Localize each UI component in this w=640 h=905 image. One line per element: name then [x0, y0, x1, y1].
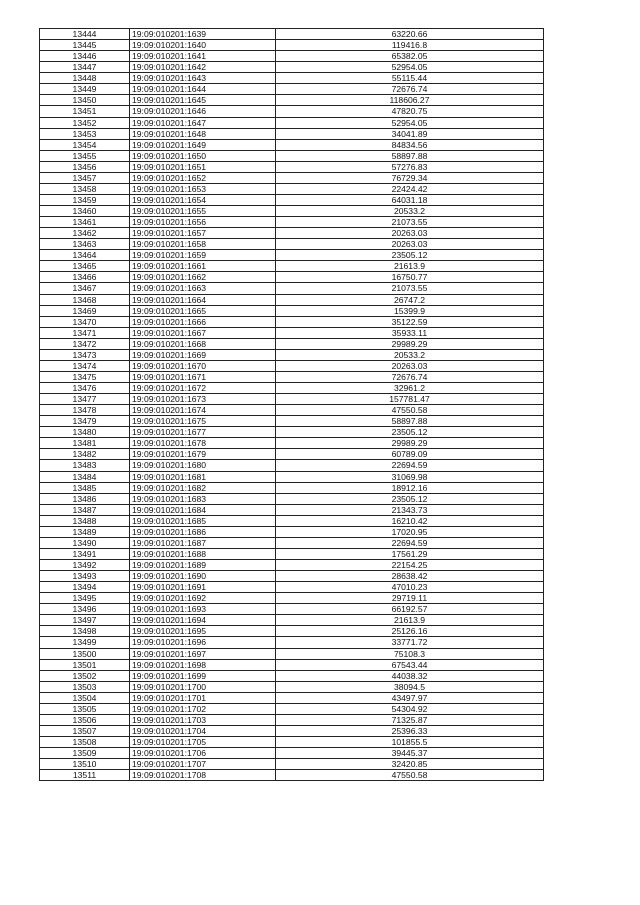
cadastral-number-cell: 19:09:010201:1698 — [130, 659, 276, 670]
cadastral-number-cell: 19:09:010201:1648 — [130, 128, 276, 139]
table-row — [40, 670, 544, 681]
row-number-cell: 13446 — [40, 51, 130, 62]
row-number-cell: 13510 — [40, 759, 130, 770]
row-number-cell: 13456 — [40, 161, 130, 172]
cadastral-number-cell: 19:09:010201:1678 — [130, 438, 276, 449]
cadastral-number-cell: 19:09:010201:1663 — [130, 283, 276, 294]
value-cell: 20533.2 — [276, 206, 544, 217]
table-row — [40, 438, 544, 449]
table-row — [40, 261, 544, 272]
cadastral-number-cell: 19:09:010201:1704 — [130, 725, 276, 736]
cadastral-number-cell: 19:09:010201:1687 — [130, 537, 276, 548]
table-row — [40, 338, 544, 349]
table-row — [40, 194, 544, 205]
value-cell: 17020.95 — [276, 526, 544, 537]
table-row — [40, 493, 544, 504]
row-number-cell: 13499 — [40, 637, 130, 648]
row-number-cell: 13506 — [40, 714, 130, 725]
value-cell: 25126.16 — [276, 626, 544, 637]
cadastral-number-cell: 19:09:010201:1670 — [130, 360, 276, 371]
row-number-cell: 13508 — [40, 737, 130, 748]
cadastral-number-cell: 19:09:010201:1683 — [130, 493, 276, 504]
cadastral-number-cell: 19:09:010201:1689 — [130, 560, 276, 571]
table-row — [40, 40, 544, 51]
cadastral-number-cell: 19:09:010201:1662 — [130, 272, 276, 283]
row-number-cell: 13454 — [40, 139, 130, 150]
cadastral-number-cell: 19:09:010201:1685 — [130, 515, 276, 526]
cadastral-number-cell: 19:09:010201:1646 — [130, 106, 276, 117]
row-number-cell: 13504 — [40, 692, 130, 703]
row-number-cell: 13464 — [40, 250, 130, 261]
value-cell: 44038.32 — [276, 670, 544, 681]
row-number-cell: 13509 — [40, 748, 130, 759]
value-cell: 31069.98 — [276, 471, 544, 482]
table-row — [40, 759, 544, 770]
cadastral-value-table — [39, 28, 544, 781]
value-cell: 63220.66 — [276, 29, 544, 40]
cadastral-number-cell: 19:09:010201:1657 — [130, 228, 276, 239]
row-number-cell: 13483 — [40, 460, 130, 471]
row-number-cell: 13473 — [40, 349, 130, 360]
value-cell: 22694.59 — [276, 537, 544, 548]
row-number-cell: 13480 — [40, 427, 130, 438]
value-cell: 118606.27 — [276, 95, 544, 106]
row-number-cell: 13467 — [40, 283, 130, 294]
row-number-cell: 13445 — [40, 40, 130, 51]
table-row — [40, 294, 544, 305]
value-cell: 35933.11 — [276, 327, 544, 338]
cadastral-number-cell: 19:09:010201:1650 — [130, 150, 276, 161]
value-cell: 55115.44 — [276, 73, 544, 84]
cadastral-number-cell: 19:09:010201:1640 — [130, 40, 276, 51]
value-cell: 39445.37 — [276, 748, 544, 759]
row-number-cell: 13502 — [40, 670, 130, 681]
cadastral-number-cell: 19:09:010201:1708 — [130, 770, 276, 781]
cadastral-number-cell: 19:09:010201:1693 — [130, 604, 276, 615]
value-cell: 32961.2 — [276, 383, 544, 394]
cadastral-number-cell: 19:09:010201:1686 — [130, 526, 276, 537]
cadastral-number-cell: 19:09:010201:1664 — [130, 294, 276, 305]
row-number-cell: 13465 — [40, 261, 130, 272]
row-number-cell: 13462 — [40, 228, 130, 239]
row-number-cell: 13493 — [40, 571, 130, 582]
row-number-cell: 13500 — [40, 648, 130, 659]
cadastral-number-cell: 19:09:010201:1682 — [130, 482, 276, 493]
cadastral-number-cell: 19:09:010201:1688 — [130, 548, 276, 559]
cadastral-number-cell: 19:09:010201:1696 — [130, 637, 276, 648]
cadastral-number-cell: 19:09:010201:1649 — [130, 139, 276, 150]
table-row — [40, 360, 544, 371]
row-number-cell: 13489 — [40, 526, 130, 537]
table-row — [40, 449, 544, 460]
table-row — [40, 460, 544, 471]
table-row — [40, 405, 544, 416]
row-number-cell: 13498 — [40, 626, 130, 637]
cadastral-number-cell: 19:09:010201:1673 — [130, 394, 276, 405]
row-number-cell: 13485 — [40, 482, 130, 493]
table-row — [40, 349, 544, 360]
table-row — [40, 416, 544, 427]
row-number-cell: 13475 — [40, 371, 130, 382]
value-cell: 28638.42 — [276, 571, 544, 582]
table-row — [40, 51, 544, 62]
row-number-cell: 13472 — [40, 338, 130, 349]
value-cell: 26747.2 — [276, 294, 544, 305]
row-number-cell: 13451 — [40, 106, 130, 117]
row-number-cell: 13481 — [40, 438, 130, 449]
row-number-cell: 13491 — [40, 548, 130, 559]
value-cell: 52954.05 — [276, 117, 544, 128]
table-row — [40, 725, 544, 736]
table-row — [40, 161, 544, 172]
cadastral-number-cell: 19:09:010201:1652 — [130, 172, 276, 183]
table-row — [40, 394, 544, 405]
row-number-cell: 13452 — [40, 117, 130, 128]
cadastral-number-cell: 19:09:010201:1703 — [130, 714, 276, 725]
row-number-cell: 13507 — [40, 725, 130, 736]
value-cell: 23505.12 — [276, 493, 544, 504]
table-row — [40, 84, 544, 95]
value-cell: 67543.44 — [276, 659, 544, 670]
cadastral-number-cell: 19:09:010201:1643 — [130, 73, 276, 84]
value-cell: 60789.09 — [276, 449, 544, 460]
value-cell: 23505.12 — [276, 250, 544, 261]
cadastral-number-cell: 19:09:010201:1694 — [130, 615, 276, 626]
table-row — [40, 305, 544, 316]
table-row — [40, 272, 544, 283]
cadastral-number-cell: 19:09:010201:1679 — [130, 449, 276, 460]
table-row — [40, 183, 544, 194]
row-number-cell: 13448 — [40, 73, 130, 84]
row-number-cell: 13488 — [40, 515, 130, 526]
row-number-cell: 13478 — [40, 405, 130, 416]
table-row — [40, 770, 544, 781]
table-row — [40, 648, 544, 659]
row-number-cell: 13469 — [40, 305, 130, 316]
row-number-cell: 13455 — [40, 150, 130, 161]
table-row — [40, 316, 544, 327]
value-cell: 52954.05 — [276, 62, 544, 73]
value-cell: 58897.88 — [276, 150, 544, 161]
table-row — [40, 637, 544, 648]
value-cell: 20263.03 — [276, 228, 544, 239]
row-number-cell: 13492 — [40, 560, 130, 571]
table-row — [40, 95, 544, 106]
value-cell: 157781.47 — [276, 394, 544, 405]
cadastral-number-cell: 19:09:010201:1701 — [130, 692, 276, 703]
table-row — [40, 239, 544, 250]
table-row — [40, 593, 544, 604]
cadastral-number-cell: 19:09:010201:1656 — [130, 217, 276, 228]
value-cell: 35122.59 — [276, 316, 544, 327]
cadastral-number-cell: 19:09:010201:1666 — [130, 316, 276, 327]
value-cell: 21613.9 — [276, 615, 544, 626]
cadastral-number-cell: 19:09:010201:1665 — [130, 305, 276, 316]
value-cell: 20263.03 — [276, 360, 544, 371]
value-cell: 21073.55 — [276, 217, 544, 228]
table-row — [40, 150, 544, 161]
value-cell: 72676.74 — [276, 84, 544, 95]
table-row — [40, 582, 544, 593]
cadastral-number-cell: 19:09:010201:1653 — [130, 183, 276, 194]
value-cell: 17561.29 — [276, 548, 544, 559]
cadastral-number-cell: 19:09:010201:1699 — [130, 670, 276, 681]
value-cell: 18912.16 — [276, 482, 544, 493]
row-number-cell: 13490 — [40, 537, 130, 548]
value-cell: 47550.58 — [276, 770, 544, 781]
value-cell: 84834.56 — [276, 139, 544, 150]
value-cell: 21073.55 — [276, 283, 544, 294]
value-cell: 22694.59 — [276, 460, 544, 471]
value-cell: 54304.92 — [276, 703, 544, 714]
value-cell: 16750.77 — [276, 272, 544, 283]
table-row — [40, 748, 544, 759]
table-row — [40, 515, 544, 526]
row-number-cell: 13479 — [40, 416, 130, 427]
cadastral-number-cell: 19:09:010201:1639 — [130, 29, 276, 40]
value-cell: 65382.05 — [276, 51, 544, 62]
table-row — [40, 228, 544, 239]
row-number-cell: 13450 — [40, 95, 130, 106]
cadastral-number-cell: 19:09:010201:1655 — [130, 206, 276, 217]
table-row — [40, 482, 544, 493]
row-number-cell: 13468 — [40, 294, 130, 305]
cadastral-number-cell: 19:09:010201:1674 — [130, 405, 276, 416]
cadastral-number-cell: 19:09:010201:1644 — [130, 84, 276, 95]
table-row — [40, 128, 544, 139]
cadastral-number-cell: 19:09:010201:1680 — [130, 460, 276, 471]
value-cell: 23505.12 — [276, 427, 544, 438]
cadastral-number-cell: 19:09:010201:1702 — [130, 703, 276, 714]
row-number-cell: 13495 — [40, 593, 130, 604]
row-number-cell: 13503 — [40, 681, 130, 692]
value-cell: 47010.23 — [276, 582, 544, 593]
row-number-cell: 13511 — [40, 770, 130, 781]
cadastral-number-cell: 19:09:010201:1668 — [130, 338, 276, 349]
table-row — [40, 604, 544, 615]
value-cell: 33771.72 — [276, 637, 544, 648]
row-number-cell: 13466 — [40, 272, 130, 283]
cadastral-number-cell: 19:09:010201:1705 — [130, 737, 276, 748]
value-cell: 29989.29 — [276, 338, 544, 349]
table-row — [40, 681, 544, 692]
row-number-cell: 13458 — [40, 183, 130, 194]
row-number-cell: 13444 — [40, 29, 130, 40]
row-number-cell: 13463 — [40, 239, 130, 250]
table-row — [40, 250, 544, 261]
row-number-cell: 13501 — [40, 659, 130, 670]
value-cell: 58897.88 — [276, 416, 544, 427]
table-row — [40, 283, 544, 294]
row-number-cell: 13482 — [40, 449, 130, 460]
value-cell: 21343.73 — [276, 504, 544, 515]
value-cell: 22424.42 — [276, 183, 544, 194]
table-row — [40, 526, 544, 537]
row-number-cell: 13496 — [40, 604, 130, 615]
cadastral-number-cell: 19:09:010201:1651 — [130, 161, 276, 172]
cadastral-number-cell: 19:09:010201:1642 — [130, 62, 276, 73]
value-cell: 29719.11 — [276, 593, 544, 604]
cadastral-number-cell: 19:09:010201:1671 — [130, 371, 276, 382]
cadastral-number-cell: 19:09:010201:1672 — [130, 383, 276, 394]
row-number-cell: 13474 — [40, 360, 130, 371]
cadastral-number-cell: 19:09:010201:1706 — [130, 748, 276, 759]
row-number-cell: 13494 — [40, 582, 130, 593]
value-cell: 25396.33 — [276, 725, 544, 736]
table-row — [40, 692, 544, 703]
value-cell: 64031.18 — [276, 194, 544, 205]
table-row — [40, 139, 544, 150]
table-row — [40, 548, 544, 559]
cadastral-number-cell: 19:09:010201:1658 — [130, 239, 276, 250]
table-row — [40, 172, 544, 183]
table-row — [40, 73, 544, 84]
value-cell: 20533.2 — [276, 349, 544, 360]
row-number-cell: 13449 — [40, 84, 130, 95]
table-row — [40, 571, 544, 582]
cadastral-number-cell: 19:09:010201:1654 — [130, 194, 276, 205]
cadastral-number-cell: 19:09:010201:1677 — [130, 427, 276, 438]
value-cell: 76729.34 — [276, 172, 544, 183]
table-row — [40, 737, 544, 748]
row-number-cell: 13447 — [40, 62, 130, 73]
cadastral-number-cell: 19:09:010201:1691 — [130, 582, 276, 593]
cadastral-number-cell: 19:09:010201:1641 — [130, 51, 276, 62]
table-row — [40, 371, 544, 382]
table-row — [40, 62, 544, 73]
table-row — [40, 106, 544, 117]
value-cell: 75108.3 — [276, 648, 544, 659]
value-cell: 34041.89 — [276, 128, 544, 139]
row-number-cell: 13457 — [40, 172, 130, 183]
cadastral-number-cell: 19:09:010201:1707 — [130, 759, 276, 770]
value-cell: 101855.5 — [276, 737, 544, 748]
table-row — [40, 427, 544, 438]
row-number-cell: 13459 — [40, 194, 130, 205]
cadastral-number-cell: 19:09:010201:1684 — [130, 504, 276, 515]
table-row — [40, 327, 544, 338]
value-cell: 29989.29 — [276, 438, 544, 449]
value-cell: 43497.97 — [276, 692, 544, 703]
table-row — [40, 626, 544, 637]
row-number-cell: 13497 — [40, 615, 130, 626]
table-row — [40, 659, 544, 670]
value-cell: 47550.58 — [276, 405, 544, 416]
table-row — [40, 206, 544, 217]
cadastral-number-cell: 19:09:010201:1690 — [130, 571, 276, 582]
cadastral-number-cell: 19:09:010201:1667 — [130, 327, 276, 338]
value-cell: 71325.87 — [276, 714, 544, 725]
table-row — [40, 217, 544, 228]
value-cell: 15399.9 — [276, 305, 544, 316]
value-cell: 66192.57 — [276, 604, 544, 615]
value-cell: 32420.85 — [276, 759, 544, 770]
cadastral-number-cell: 19:09:010201:1695 — [130, 626, 276, 637]
table-row — [40, 383, 544, 394]
cadastral-number-cell: 19:09:010201:1692 — [130, 593, 276, 604]
value-cell: 21613.9 — [276, 261, 544, 272]
table-row — [40, 537, 544, 548]
cadastral-number-cell: 19:09:010201:1647 — [130, 117, 276, 128]
table-row — [40, 504, 544, 515]
table-row — [40, 703, 544, 714]
cadastral-number-cell: 19:09:010201:1661 — [130, 261, 276, 272]
table-body — [40, 29, 544, 781]
value-cell: 16210.42 — [276, 515, 544, 526]
value-cell: 47820.75 — [276, 106, 544, 117]
table-row — [40, 471, 544, 482]
table-row — [40, 714, 544, 725]
row-number-cell: 13460 — [40, 206, 130, 217]
row-number-cell: 13505 — [40, 703, 130, 714]
table-row — [40, 117, 544, 128]
value-cell: 22154.25 — [276, 560, 544, 571]
table-row — [40, 615, 544, 626]
row-number-cell: 13470 — [40, 316, 130, 327]
value-cell: 20263.03 — [276, 239, 544, 250]
cadastral-number-cell: 19:09:010201:1659 — [130, 250, 276, 261]
row-number-cell: 13471 — [40, 327, 130, 338]
value-cell: 119416.8 — [276, 40, 544, 51]
value-cell: 38094.5 — [276, 681, 544, 692]
table-row — [40, 560, 544, 571]
row-number-cell: 13453 — [40, 128, 130, 139]
row-number-cell: 13487 — [40, 504, 130, 515]
cadastral-number-cell: 19:09:010201:1681 — [130, 471, 276, 482]
row-number-cell: 13484 — [40, 471, 130, 482]
value-cell: 72676.74 — [276, 371, 544, 382]
cadastral-number-cell: 19:09:010201:1697 — [130, 648, 276, 659]
value-cell: 57276.83 — [276, 161, 544, 172]
row-number-cell: 13486 — [40, 493, 130, 504]
cadastral-number-cell: 19:09:010201:1669 — [130, 349, 276, 360]
row-number-cell: 13461 — [40, 217, 130, 228]
table-row — [40, 29, 544, 40]
row-number-cell: 13476 — [40, 383, 130, 394]
cadastral-number-cell: 19:09:010201:1700 — [130, 681, 276, 692]
row-number-cell: 13477 — [40, 394, 130, 405]
cadastral-number-cell: 19:09:010201:1645 — [130, 95, 276, 106]
cadastral-number-cell: 19:09:010201:1675 — [130, 416, 276, 427]
